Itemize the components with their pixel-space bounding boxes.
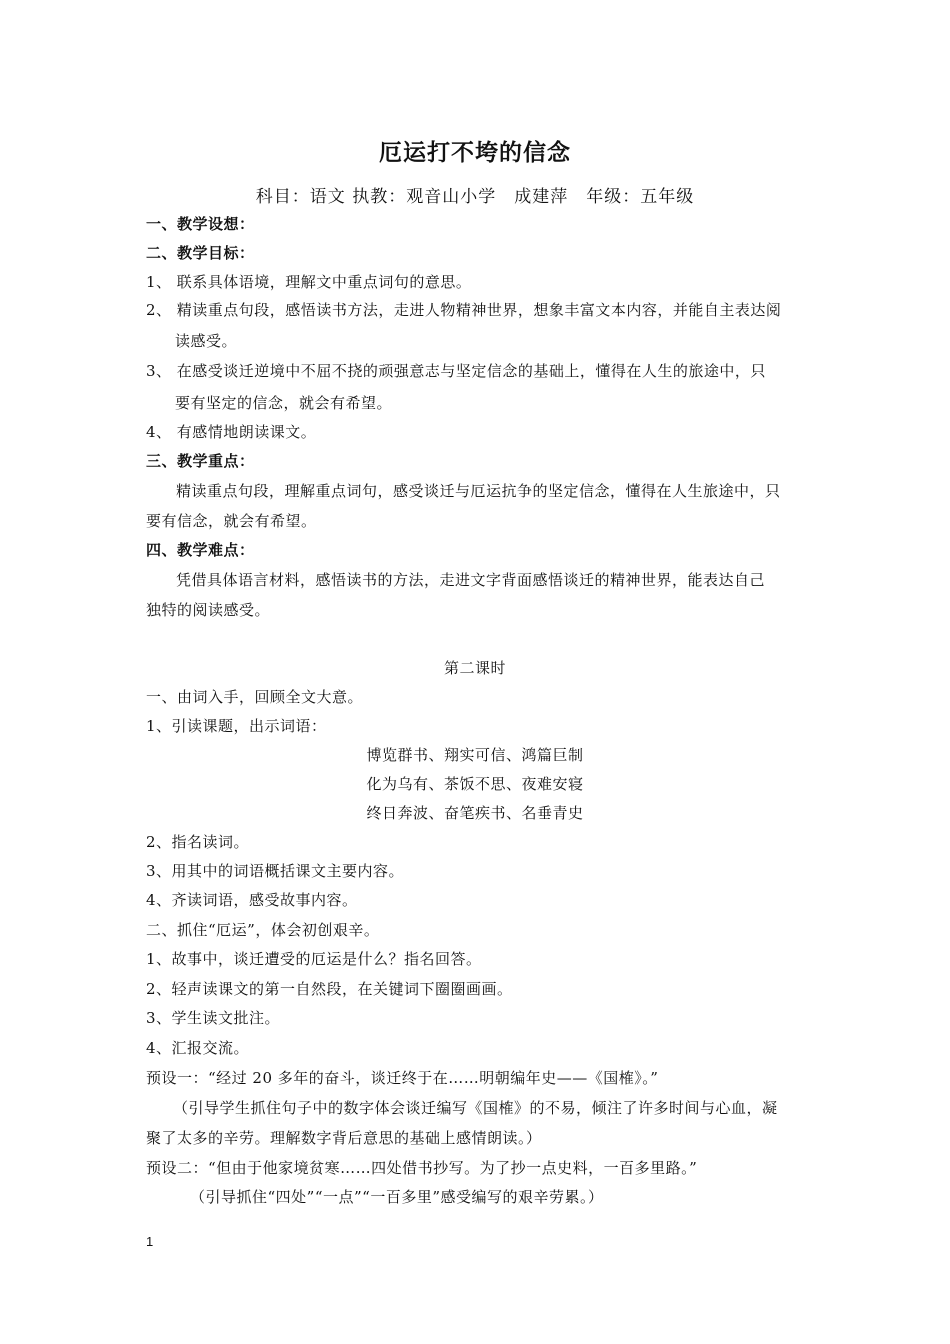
page-title: 厄运打不垮的信念 — [379, 140, 571, 166]
step-item: 2、指名读词。 — [146, 833, 250, 851]
lesson-heading: 第二课时 — [443, 659, 506, 677]
goal-item: 1、 联系具体语境，理解文中重点词句的意思。 — [146, 273, 472, 291]
goal-item: 3、 在感受谈迁逆境中不屈不挠的顽强意志与坚定信念的基础上，懂得在人生的旅途中，只 — [146, 362, 766, 380]
step-item: 2、轻声读课文的第一自然段，在关键词下圈圈画画。 — [146, 980, 513, 998]
preset-note: （引导抓住“四处”“一点”“一百多里”感受编写的艰辛劳累。） — [190, 1188, 604, 1206]
step-item: 1、故事中，谈迁遭受的厄运是什么？指名回答。 — [146, 950, 482, 968]
key-paragraph: 精读重点句段，理解重点词句，感受谈迁与厄运抗争的坚定信念，懂得在人生旅途中，只 — [176, 482, 781, 500]
section-heading-difficulty: 四、教学难点： — [146, 541, 255, 559]
section-heading-key: 三、教学重点： — [146, 452, 255, 470]
preset-quote: 预设二：“但由于他家境贫寒……四处借书抄写。为了抄一点史料，一百多里路。” — [146, 1159, 698, 1177]
step-item: 1、引读课题，出示词语： — [146, 717, 327, 735]
section-heading-goals: 二、教学目标： — [146, 244, 255, 262]
preset-note-continued: 聚了太多的辛劳。理解数字背后意思的基础上感情朗读。） — [146, 1129, 542, 1147]
step-heading: 一、由词入手，回顾全文大意。 — [146, 688, 364, 706]
page-number: 1 — [146, 1234, 154, 1249]
difficulty-paragraph-continued: 独特的阅读感受。 — [146, 601, 271, 619]
difficulty-paragraph: 凭借具体语言材料，感悟读书的方法，走进文字背面感悟谈迁的精神世界，能表达自己 — [176, 571, 766, 589]
step-heading: 二、抓住“厄运”，体会初创艰辛。 — [146, 921, 380, 939]
key-paragraph-continued: 要有信念，就会有希望。 — [146, 512, 317, 530]
goal-item-continued: 读感受。 — [175, 332, 238, 350]
preset-note: （引导学生抓住句子中的数字体会谈迁编写《国榷》的不易，倾注了许多时间与心血，凝 — [173, 1099, 778, 1117]
step-item: 4、汇报交流。 — [146, 1039, 250, 1057]
word-list-row: 博览群书、翔实可信、鸿篇巨制 — [366, 746, 584, 764]
subject-meta: 科目：语文 执教：观音山小学 成建萍 年级：五年级 — [255, 187, 695, 207]
word-list-row: 化为乌有、茶饭不思、夜难安寝 — [366, 775, 584, 793]
goal-item: 4、 有感情地朗读课文。 — [146, 423, 317, 441]
preset-quote: 预设一：“经过 20 多年的奋斗，谈迁终于在……明朝编年史——《国榷》。” — [146, 1069, 659, 1087]
word-list-row: 终日奔波、奋笔疾书、名垂青史 — [366, 804, 584, 822]
step-item: 3、用其中的词语概括课文主要内容。 — [146, 862, 405, 880]
goal-item-continued: 要有坚定的信念，就会有希望。 — [175, 394, 393, 412]
goal-item: 2、 精读重点句段，感悟读书方法，走进人物精神世界，想象丰富文本内容，并能自主表达阅 — [146, 301, 782, 319]
step-item: 4、齐读词语，感受故事内容。 — [146, 891, 358, 909]
step-item: 3、学生读文批注。 — [146, 1009, 281, 1027]
section-heading-design: 一、教学设想： — [146, 215, 255, 233]
